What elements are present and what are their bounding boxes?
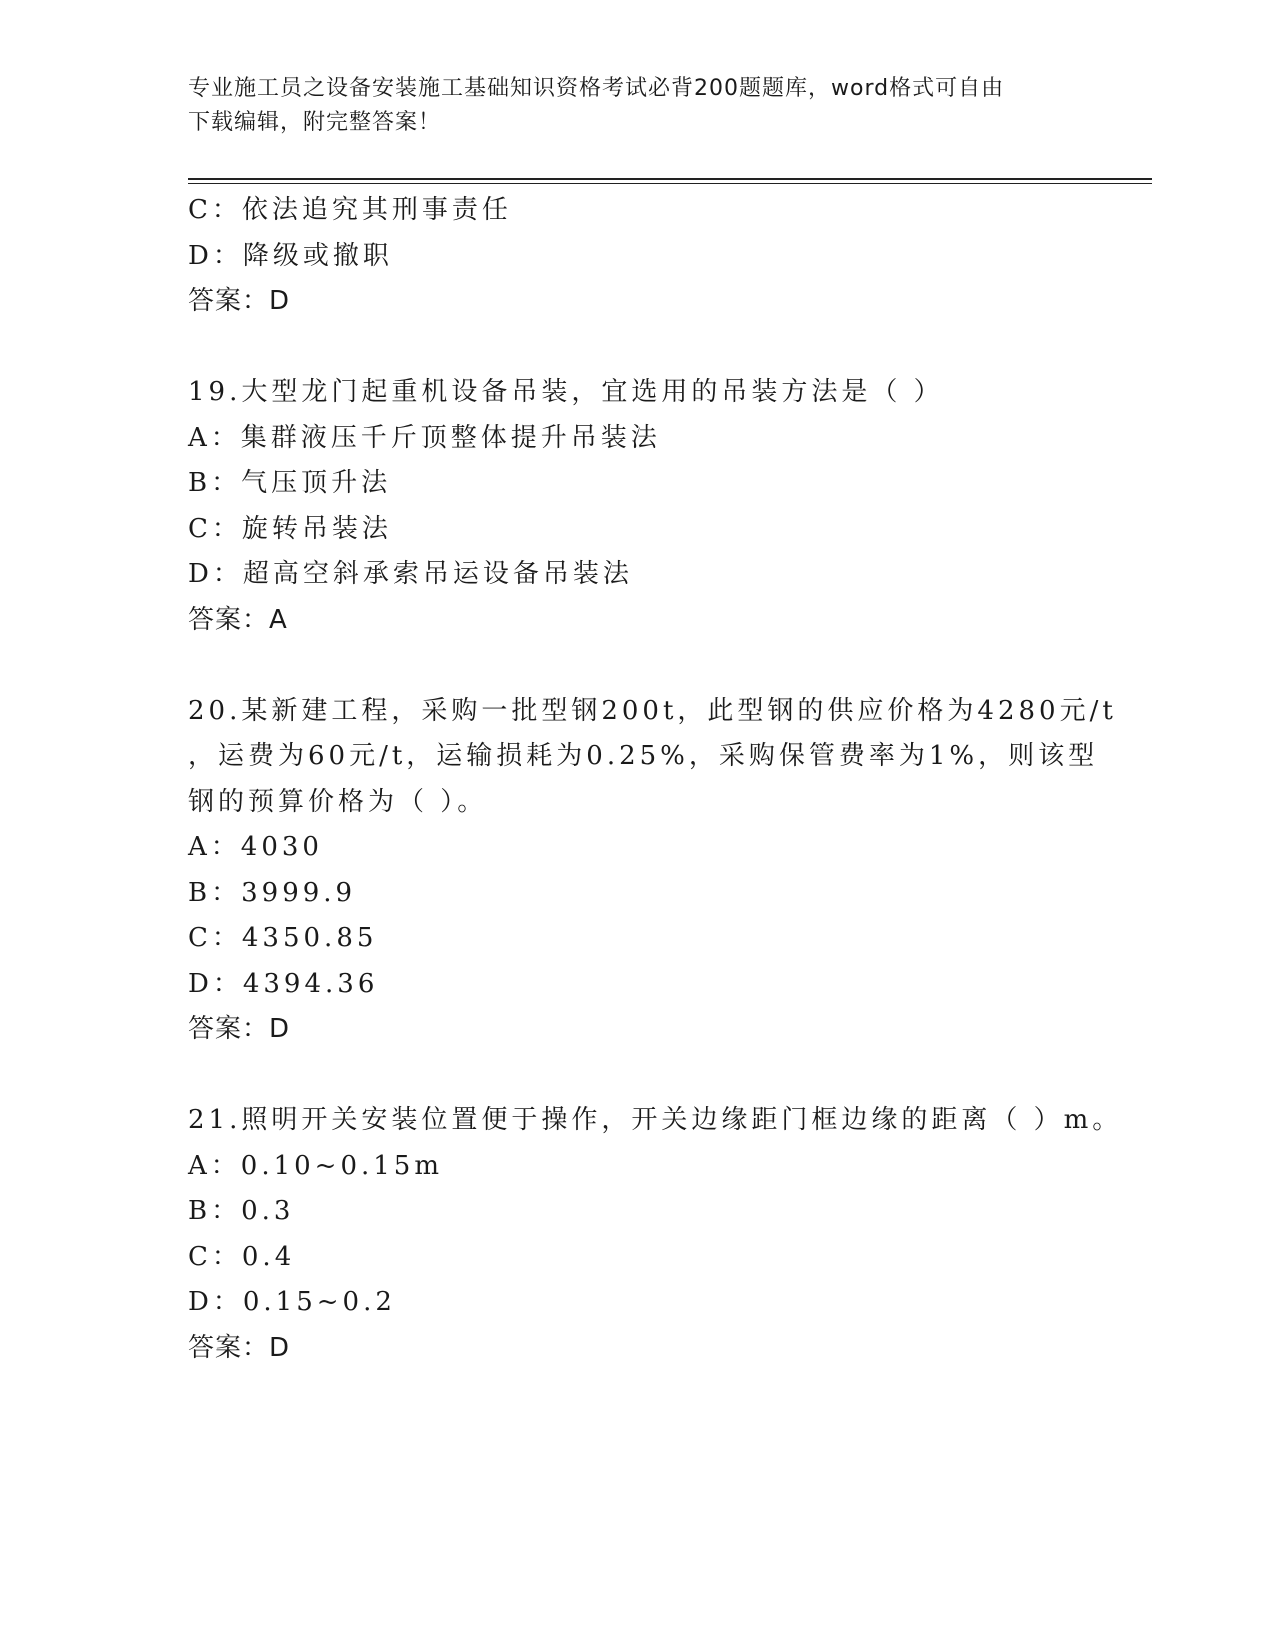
header-line-1: 专业施工员之设备安装施工基础知识资格考试必背200题题库，word格式可自由 bbox=[188, 76, 1005, 101]
option-a: A：0.10~0.15m bbox=[188, 1150, 443, 1181]
question-text-line-3: 钢的预算价格为（ ）。 bbox=[188, 786, 488, 817]
spacer bbox=[188, 1053, 1088, 1099]
header-divider bbox=[188, 178, 1152, 180]
option-a: A：集群液压千斤顶整体提升吊装法 bbox=[188, 422, 661, 453]
option-a: A：4030 bbox=[188, 832, 323, 862]
question-19 bbox=[188, 370, 1088, 643]
question-list bbox=[188, 188, 1123, 1371]
question-text-line-1: 20.某新建工程，采购一批型钢200t，此型钢的供应价格为4280元/t bbox=[188, 695, 1117, 726]
answer-line: 答案：A bbox=[188, 604, 288, 635]
answer-line: 答案：D bbox=[188, 1332, 291, 1363]
option-c: C：依法追究其刑事责任 bbox=[188, 195, 512, 225]
option-b: B：气压顶升法 bbox=[188, 468, 392, 498]
option-b: B：0.3 bbox=[188, 1196, 295, 1226]
spacer bbox=[188, 325, 1088, 371]
option-d: D：4394.36 bbox=[188, 968, 379, 999]
question-20 bbox=[188, 689, 1117, 1053]
spacer bbox=[188, 643, 1088, 689]
question-text-line-2: ，运费为60元/t，运输损耗为0.25%，采购保管费率为1%，则该型 bbox=[188, 741, 1099, 771]
option-d: D：0.15~0.2 bbox=[188, 1287, 396, 1317]
option-c: C：4350.85 bbox=[188, 923, 378, 953]
question-text: 19.大型龙门起重机设备吊装，宜选用的吊装方法是（ ） bbox=[188, 377, 944, 407]
header-divider-thin bbox=[188, 183, 1152, 184]
previous-question-tail bbox=[188, 188, 1088, 325]
option-c: C：0.4 bbox=[188, 1241, 296, 1272]
option-d: D：降级或撤职 bbox=[188, 240, 393, 271]
option-d: D：超高空斜承索吊运设备吊装法 bbox=[188, 559, 633, 589]
answer-line: 答案：D bbox=[188, 286, 291, 316]
answer-line: 答案：D bbox=[188, 1014, 291, 1044]
header-line-2: 下载编辑，附完整答案！ bbox=[188, 110, 442, 135]
option-c: C：旋转吊装法 bbox=[188, 513, 392, 544]
question-21 bbox=[188, 1098, 1123, 1371]
document-header bbox=[188, 72, 1068, 140]
option-b: B：3999.9 bbox=[188, 877, 357, 908]
question-text: 21.照明开关安装位置便于操作，开关边缘距门框边缘的距离（ ）m。 bbox=[188, 1105, 1123, 1135]
